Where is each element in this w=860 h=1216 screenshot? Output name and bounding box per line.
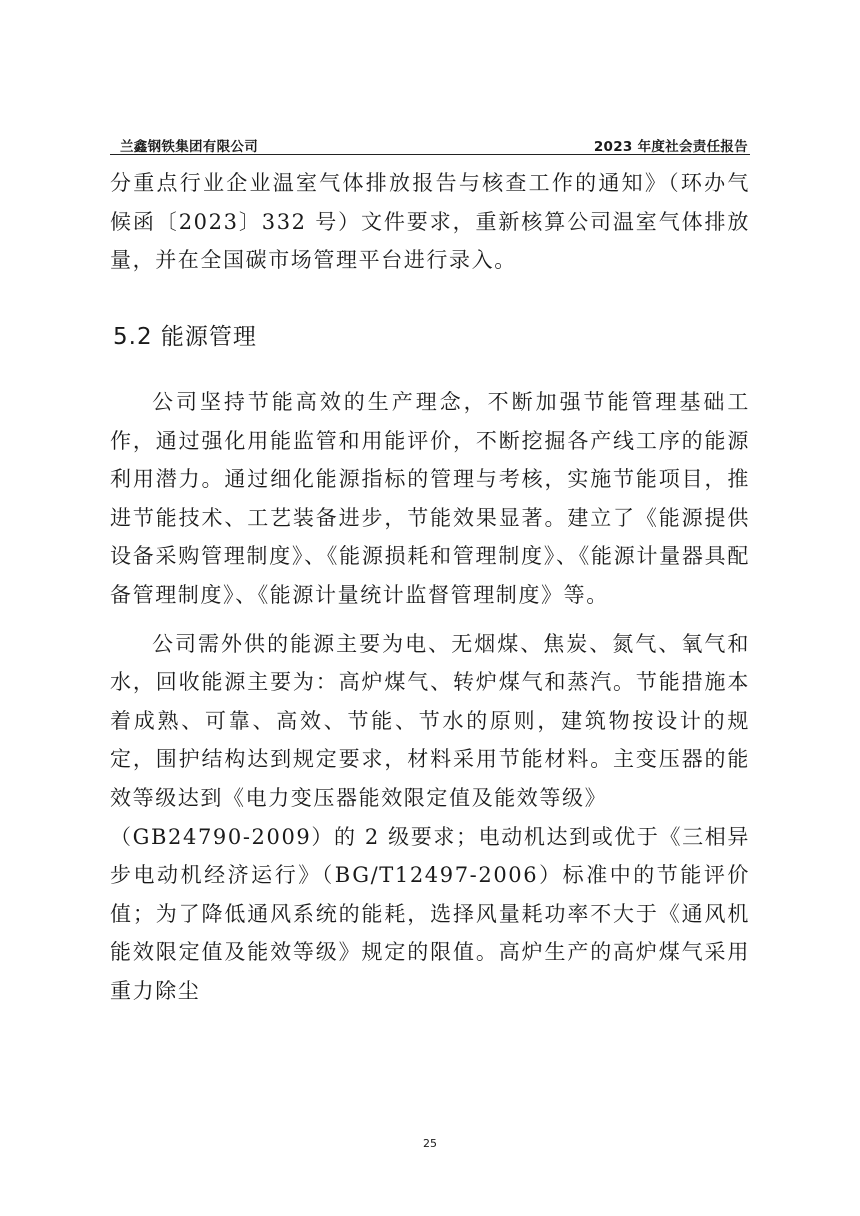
continuation-paragraph: 分重点行业企业温室气体排放报告与核查工作的通知》（环办气候函〔2023〕332 号）文件要求，重新核算公司温室气体排放量，并在全国碳市场管理平台进行录入。 (110, 171, 750, 273)
page-header (110, 132, 750, 155)
paragraph-energy-sources: 公司需外供的能源主要为电、无烟煤、焦炭、氮气、氧气和水，回收能源主要为：高炉煤气、转炉煤气和蒸汽。节能措施本着成熟、可靠、高效、节能、节水的原则，建筑物按设计的规定，围护结构达到规定要求，材料采用节能材料。主变压器的能效等级达到《电力变压器能效限定值及能效等级》 (110, 631, 750, 810)
paragraph-equipment-standards: （GB24790-2009）的 2 级要求；电动机达到或优于《三相异步电动机经济运行》（BG/T12497-2006）标准中的节能评价值；为了降低通风系统的能耗，选择风量耗功率不大于《通风机能效限定值及能效等级》规定的限值。高炉生产的高炉煤气采用重力除尘 (110, 824, 750, 1003)
section-body (110, 383, 750, 1011)
continuation-block (110, 164, 750, 280)
page-number: 25 (423, 1137, 437, 1150)
header-company-name: 兰鑫钢铁集团有限公司 (120, 139, 258, 155)
section-heading: 5.2 能源管理 (113, 324, 257, 350)
header-report-title: 2023 年度社会责任报告 (593, 139, 748, 155)
paragraph-energy-policy: 公司坚持节能高效的生产理念，不断加强节能管理基础工作，通过强化用能监管和用能评价，不断挖掘各产线工序的能源利用潜力。通过细化能源指标的管理与考核，实施节能项目，推进节能技术、工艺装备进步，节能效果显著。建立了《能源提供设备采购管理制度》、《能源损耗和管理制度》、《能源计量器具配备管理制度》、《能源计量统计监督管理制度》等。 (110, 390, 750, 607)
